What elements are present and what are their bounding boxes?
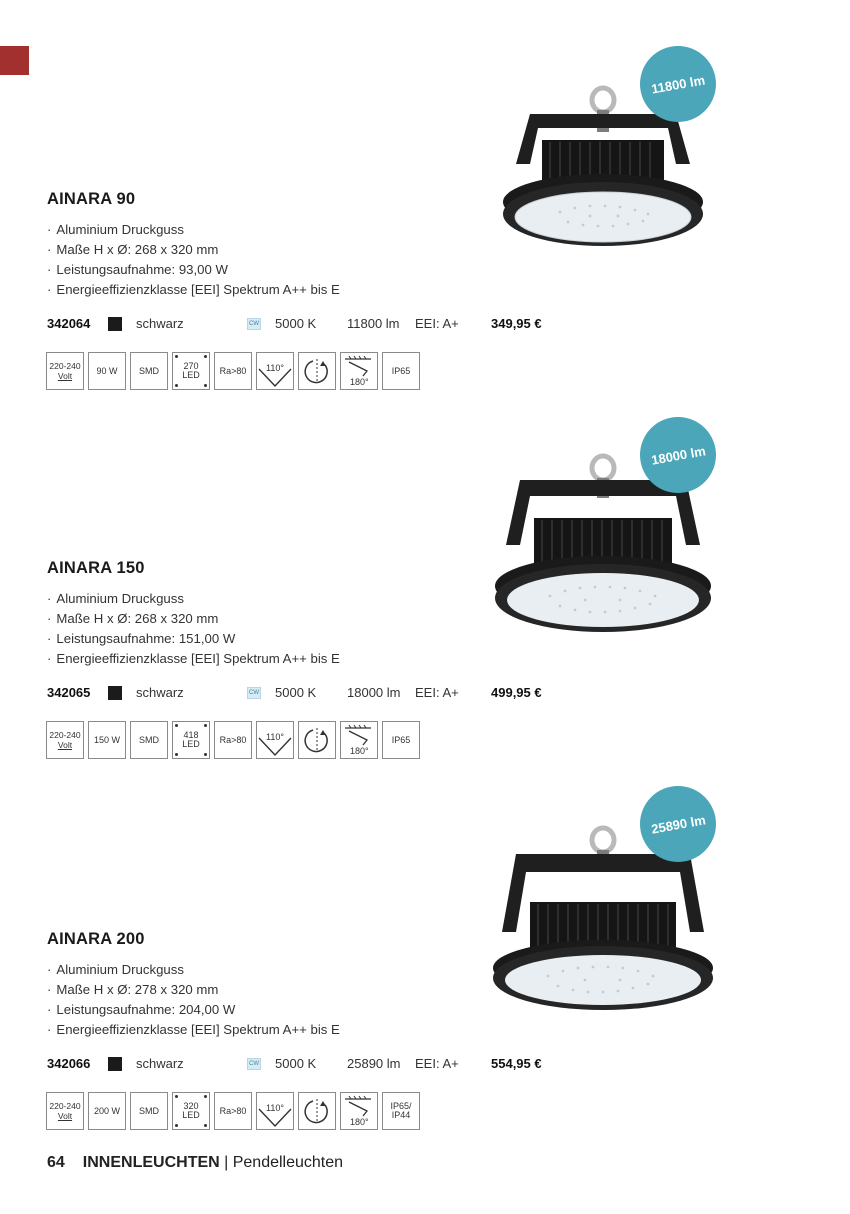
ip-rating-text: IP65	[391, 735, 411, 745]
feature-item: · Maße H x Ø: 278 x 320 mm	[47, 980, 340, 1000]
tilt-angle-text: 180°	[350, 1117, 369, 1127]
led-count: 270	[183, 361, 199, 371]
feature-item: · Leistungsaufnahme: 204,00 W	[47, 1000, 340, 1020]
smd-text: SMD	[139, 735, 159, 745]
wattage-icon	[88, 1092, 126, 1130]
article-number: 342064	[47, 316, 91, 331]
feature-item: · Energieeffizienzklasse [EEI] Spektrum A++ bis E	[47, 280, 340, 300]
smd-text: SMD	[139, 366, 159, 376]
color-swatch	[108, 686, 122, 700]
tilt-angle-icon	[340, 1092, 378, 1130]
beam-angle-icon	[256, 721, 294, 759]
voltage-unit: Volt	[57, 1111, 73, 1121]
led-count: 320	[183, 1101, 199, 1111]
feature-item: · Maße H x Ø: 268 x 320 mm	[47, 240, 340, 260]
ip-rating-icon	[382, 721, 420, 759]
wattage-text: 200 W	[93, 1106, 120, 1116]
tilt-angle-text: 180°	[350, 377, 369, 387]
color-temperature: 5000 K	[275, 685, 317, 700]
ip-rating-text-secondary: IP44	[391, 1110, 411, 1120]
spec-row	[47, 685, 567, 701]
led-count-icon	[172, 721, 210, 759]
smd-icon	[130, 1092, 168, 1130]
voltage-range: 220-240	[49, 1101, 81, 1111]
ip-rating-icon	[382, 1092, 420, 1130]
color-rendering-icon	[214, 721, 252, 759]
article-number: 342065	[47, 685, 91, 700]
spec-row	[47, 1056, 567, 1072]
energy-class: EEI: A+	[415, 316, 459, 331]
lumen-badge-text: 25890 lm	[649, 811, 707, 837]
cool-white-icon: CW	[247, 318, 261, 330]
price: 554,95 €	[491, 1056, 542, 1071]
led-count: 418	[183, 730, 199, 740]
color-swatch	[108, 1057, 122, 1071]
cool-white-icon: CW	[247, 1058, 261, 1070]
feature-list	[47, 960, 340, 1040]
price: 499,95 €	[491, 685, 542, 700]
beam-angle-text: 110°	[266, 1103, 284, 1113]
article-number: 342066	[47, 1056, 91, 1071]
luminous-flux: 11800 lm	[347, 316, 400, 331]
section-separator: |	[219, 1154, 233, 1171]
feature-list	[47, 589, 340, 669]
product-title: AINARA 150	[47, 559, 145, 577]
page-footer	[47, 1154, 343, 1172]
voltage-icon	[46, 1092, 84, 1130]
product-title: AINARA 200	[47, 930, 145, 948]
voltage-icon	[46, 721, 84, 759]
voltage-unit: Volt	[57, 740, 73, 750]
beam-angle-icon	[256, 1092, 294, 1130]
subsection-title: Pendelleuchten	[232, 1154, 344, 1171]
color-rendering-text: Ra>80	[219, 735, 247, 745]
feature-item: · Aluminium Druckguss	[47, 589, 340, 609]
led-label: LED	[182, 370, 200, 380]
spec-icon-row	[46, 1092, 426, 1130]
color-temperature: 5000 K	[275, 1056, 317, 1071]
cool-white-icon: CW	[247, 687, 261, 699]
feature-item: · Leistungsaufnahme: 93,00 W	[47, 260, 340, 280]
rotatable-icon	[298, 1092, 336, 1130]
ip-rating-text: IP65/	[390, 1101, 412, 1111]
voltage-range: 220-240	[49, 361, 81, 371]
beam-angle-text: 110°	[266, 363, 284, 373]
smd-text: SMD	[139, 1106, 159, 1116]
rotatable-icon	[298, 721, 336, 759]
product-title: AINARA 90	[47, 190, 136, 208]
tilt-angle-icon	[340, 721, 378, 759]
color-name: schwarz	[136, 316, 184, 331]
page-number: 64	[47, 1154, 65, 1171]
feature-item: · Maße H x Ø: 268 x 320 mm	[47, 609, 340, 629]
voltage-range: 220-240	[49, 730, 81, 740]
led-count-icon	[172, 1092, 210, 1130]
color-rendering-text: Ra>80	[219, 1106, 247, 1116]
spec-icon-row	[46, 721, 426, 759]
luminous-flux: 18000 lm	[347, 685, 401, 700]
voltage-unit: Volt	[57, 371, 73, 381]
beam-angle-text: 110°	[266, 732, 284, 742]
wattage-text: 150 W	[93, 735, 120, 745]
color-rendering-icon	[214, 1092, 252, 1130]
color-rendering-text: Ra>80	[219, 366, 247, 376]
wattage-text: 90 W	[96, 366, 118, 376]
tilt-angle-text: 180°	[350, 746, 369, 756]
color-temperature: 5000 K	[275, 316, 317, 331]
energy-class: EEI: A+	[415, 1056, 459, 1071]
feature-item: · Aluminium Druckguss	[47, 960, 340, 980]
lumen-badge	[640, 417, 716, 493]
lumen-badge-text: 11800 lm	[650, 71, 706, 97]
feature-item: · Leistungsaufnahme: 151,00 W	[47, 629, 340, 649]
price: 349,95 €	[491, 316, 542, 331]
feature-item: · Aluminium Druckguss	[47, 220, 340, 240]
luminous-flux: 25890 lm	[347, 1056, 401, 1071]
led-label: LED	[182, 739, 200, 749]
color-name: schwarz	[136, 1056, 184, 1071]
wattage-icon	[88, 721, 126, 759]
ip-rating-text: IP65	[391, 366, 411, 376]
smd-icon	[130, 721, 168, 759]
lumen-badge-text: 18000 lm	[649, 442, 707, 468]
feature-item: · Energieeffizienzklasse [EEI] Spektrum A++ bis E	[47, 649, 340, 669]
section-title: INNENLEUCHTEN	[82, 1154, 220, 1171]
lumen-badge	[640, 786, 716, 862]
led-label: LED	[182, 1110, 200, 1120]
energy-class: EEI: A+	[415, 685, 459, 700]
color-name: schwarz	[136, 685, 184, 700]
feature-item: · Energieeffizienzklasse [EEI] Spektrum A++ bis E	[47, 1020, 340, 1040]
